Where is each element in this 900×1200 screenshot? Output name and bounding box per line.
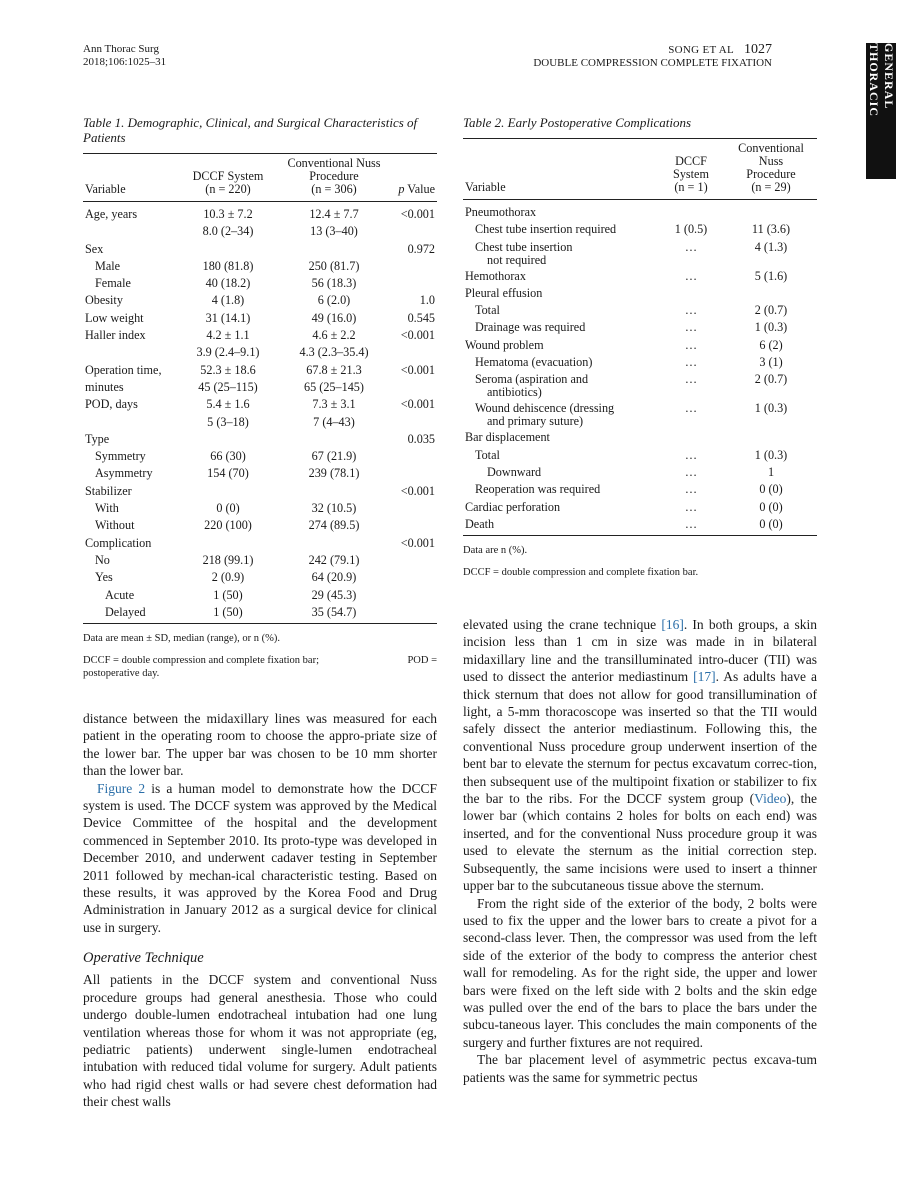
cell-dccf: 52.3 ± 18.6 (200, 362, 256, 377)
cell-p-value (391, 277, 437, 294)
row-label (463, 287, 657, 304)
cell-dccf: 5 (3–18) (207, 414, 249, 429)
table-1-row (83, 312, 437, 329)
table-2-row (463, 518, 817, 536)
row-label: Delayed (105, 604, 146, 619)
paragraph-procedure (463, 616, 817, 895)
cell-p-value (391, 571, 437, 588)
cell-dccf: 180 (81.8) (202, 258, 254, 273)
cell-p-value (391, 416, 437, 433)
table-2-header-row (463, 139, 817, 200)
table-2-row (463, 287, 817, 304)
row-label: Obesity (85, 293, 123, 308)
row-label (463, 449, 657, 466)
row-label (463, 200, 657, 224)
paragraph-bolts (463, 895, 817, 1052)
cell-nuss: 0 (0) (759, 516, 783, 531)
paragraph-procedure-text-c: . As adults have a thick sternum that does not allow for good transillumination of light, a 5-mm thoracoscope was inserted so that the TII would safely dissect the anterior mediastinum. Following this, the conventional Nuss procedure group underwent insertion of the bent bar to elevate the sternum for pectus excavatum correc-tion, then subsequent use of the multipoint fixation or stabilizer to fix the bar to the ribs. For the DCCF system group ( (463, 669, 818, 807)
row-label: Acute (105, 587, 135, 602)
table-2-row (463, 339, 817, 356)
cell-nuss (277, 243, 391, 260)
table-1-row (83, 519, 437, 536)
col-header-nuss-name2: Procedure (309, 169, 359, 183)
t2-col-header-nuss-l2: Nuss (758, 154, 784, 168)
cell-dccf: … (684, 499, 698, 514)
row-label: Without (95, 518, 135, 533)
cell-dccf (657, 200, 725, 224)
paragraph-bar-sizing: distance between the midaxillary lines was measured for each patient in the operating room to choose the appro-priate size of the lower bar. The upper bar was chosen to be 10 mm shorter than the lower bar. (83, 711, 437, 779)
paragraph-bar-placement-text: The bar placement level of asymmetric pectus excava-tum patients was the same for symmetric pectus (463, 1052, 817, 1085)
row-label: Stabilizer (85, 483, 132, 498)
cell-dccf (657, 287, 725, 304)
cell-dccf: … (684, 401, 698, 416)
cell-dccf: … (684, 239, 698, 254)
table-1-row (83, 554, 437, 571)
row-label (463, 241, 657, 270)
cell-nuss: 274 (89.5) (308, 518, 360, 533)
cell-dccf: 1 (0.5) (674, 222, 708, 237)
cell-nuss: 67.8 ± 21.3 (306, 362, 362, 377)
table-1-body (83, 202, 437, 624)
cell-nuss: 1 (767, 464, 775, 479)
cell-dccf: … (684, 447, 698, 462)
cell-dccf: 2 (0.9) (211, 570, 245, 585)
row-label: Yes (95, 570, 113, 585)
cell-nuss: 6 (2.0) (317, 293, 351, 308)
table-1-row (83, 537, 437, 554)
table-2-caption: Table 2. Early Postoperative Complications (463, 115, 692, 130)
cell-nuss: 35 (54.7) (311, 604, 357, 619)
row-label (463, 356, 657, 373)
table-2-row (463, 466, 817, 483)
table-1 (83, 115, 437, 680)
figure-2-link[interactable]: Figure 2 (97, 780, 146, 796)
row-label-line: Chest tube insertion (475, 239, 573, 254)
table-2-row (463, 304, 817, 321)
cell-nuss: 239 (78.1) (308, 466, 360, 481)
col-header-nuss-n: (n = 306) (311, 182, 357, 196)
row-label (463, 270, 657, 287)
paragraph-procedure-text-d: ), the lower bar (which contains 2 holes for bolts on each end) was inserted, and for the conventional Nuss procedure group it was used to elevate the sternum as the initial correction step. Subsequently, the same incisions were used to insert a thinner upper bar to the subcutaneous tissue above the sternum. (463, 791, 817, 894)
cell-dccf: 218 (99.1) (202, 552, 254, 567)
running-header-left (83, 43, 166, 69)
reference-16-link[interactable]: [16] (661, 617, 684, 632)
table-2-row (463, 270, 817, 287)
paragraph-bar-placement (463, 1051, 817, 1086)
row-label: With (95, 501, 119, 516)
table-1-grid (83, 153, 437, 624)
t2-col-header-dccf-l1: DCCF (675, 154, 707, 168)
cell-dccf: 5.4 ± 1.6 (206, 397, 250, 412)
right-body-text (463, 616, 817, 1086)
cell-p-value: <0.001 (400, 397, 435, 412)
cell-nuss: 7 (4–43) (313, 414, 355, 429)
section-heading-operative-technique: Operative Technique (83, 950, 204, 967)
cell-p-value: <0.001 (400, 328, 435, 343)
table-1-row (83, 606, 437, 624)
row-label-line: Chest tube insertion required (475, 222, 617, 237)
table-1-row (83, 294, 437, 311)
row-label (463, 373, 657, 402)
cell-nuss: 2 (0.7) (754, 372, 788, 387)
cell-nuss: 3 (1) (759, 355, 783, 370)
table-1-header-row (83, 154, 437, 202)
cell-dccf: … (684, 464, 698, 479)
cell-nuss: 2 (0.7) (754, 303, 788, 318)
cell-nuss: 250 (81.7) (308, 258, 360, 273)
cell-p-value (391, 260, 437, 277)
paragraph-dccf-approval-text: is a human model to demonstrate how the DCCF system is used. The DCCF system was approved by the Medical Device Committee of the hospital and the development commenced in September 2010. Its proto-type was developed in December 2010, and underwent cadaver testing in September 2011 followed by mechan-ical characteristic testing. Based on these results, it was approved by the Korea Food and Drug Administration in January 2012 as a surgical device for clinical use in surgery. (83, 780, 438, 935)
table-1-row (83, 243, 437, 260)
paragraph-bolts-text: From the right side of the exterior of the body, 2 bolts were used to fix the upper and the lower bars to create a pivot for a second-class lever. Then, the compressor was used from the left side of the exterior of the body to compress the anterior chest wall for remodeling. As for the right side, the upper and lower bars were fixed on the left side with 2 bolts and the skin edge was pulled over the end of the bars to place the bars under the subcu-taneous layer. This concludes the main components of the surgery and further fixtures are not required. (463, 895, 817, 1050)
cell-nuss: 6 (2) (759, 337, 783, 352)
cell-nuss (277, 433, 391, 450)
cell-dccf: 1 (50) (213, 587, 243, 602)
table-1-row (83, 329, 437, 346)
cell-nuss: 29 (45.3) (311, 587, 357, 602)
t2-col-header-dccf-l2: System (673, 167, 709, 181)
cell-dccf: 0 (0) (216, 501, 240, 516)
cell-dccf: … (684, 482, 698, 497)
cell-dccf: … (684, 355, 698, 370)
cell-nuss: 1 (0.3) (754, 320, 788, 335)
row-label (83, 416, 179, 433)
row-label: Complication (85, 535, 152, 550)
row-label (463, 402, 657, 431)
cell-dccf: 4 (1.8) (211, 293, 245, 308)
table-2-notes (463, 544, 817, 579)
cell-p-value (391, 381, 437, 398)
row-label-line: Wound dehiscence (dressing (475, 401, 615, 416)
col-header-dccf-name: DCCF System (192, 169, 264, 183)
row-label (463, 431, 657, 448)
cell-dccf (179, 433, 277, 450)
cell-dccf (179, 485, 277, 502)
t2-col-header-nuss-n: (n = 29) (751, 180, 791, 194)
cell-nuss: 7.3 ± 3.1 (312, 397, 356, 412)
row-label-line: Reoperation was required (475, 482, 601, 497)
cell-dccf: … (684, 303, 698, 318)
row-label: Sex (85, 241, 104, 256)
row-label-line: Drainage was required (475, 320, 586, 335)
cell-nuss (277, 537, 391, 554)
table-1-row (83, 398, 437, 415)
table-2-row (463, 356, 817, 373)
table-1-row (83, 589, 437, 606)
table-1-row (83, 433, 437, 450)
row-label-continuation: not required (487, 252, 547, 267)
row-label: Asymmetry (95, 466, 153, 481)
cell-nuss: 4 (1.3) (754, 239, 788, 254)
citation: 2018;106:1025–31 (83, 56, 167, 68)
table-2-row (463, 200, 817, 224)
col-header-p-value: p Value (398, 182, 435, 196)
table-2-row (463, 501, 817, 518)
t2-col-header-variable: Variable (465, 180, 506, 194)
row-label (463, 466, 657, 483)
cell-dccf: 66 (30) (210, 449, 246, 464)
paragraph-dccf-approval (83, 780, 437, 937)
journal-name: Ann Thorac Surg (83, 43, 159, 55)
table-2-row (463, 223, 817, 240)
col-header-nuss-name1: Conventional Nuss (287, 156, 381, 170)
col-header-nuss (277, 154, 391, 202)
table-1-row (83, 202, 437, 226)
cell-p-value: <0.001 (400, 207, 435, 221)
cell-dccf (657, 431, 725, 448)
table-1-note-data: Data are mean ± SD, median (range), or n (%). (83, 633, 281, 645)
row-label-line: Pneumothorax (465, 205, 537, 219)
cell-nuss: 64 (20.9) (311, 570, 357, 585)
cell-dccf: 31 (14.1) (205, 310, 251, 325)
cell-nuss: 0 (0) (759, 482, 783, 497)
row-label-line: Pleural effusion (465, 285, 543, 300)
cell-p-value: 1.0 (419, 293, 435, 308)
table-1-notes (83, 632, 437, 680)
row-label: Haller index (85, 328, 146, 343)
row-label (463, 483, 657, 500)
cell-nuss: 65 (25–145) (304, 379, 364, 394)
col-header-dccf-n: (n = 220) (205, 182, 251, 196)
table-1-row (83, 225, 437, 242)
row-label-line: Hematoma (evacuation) (475, 355, 593, 370)
table-2-row (463, 241, 817, 270)
cell-dccf: … (684, 372, 698, 387)
cell-nuss: 0 (0) (759, 499, 783, 514)
row-label-continuation: and primary suture) (487, 414, 584, 429)
paragraph-procedure-text-b: . In both groups, a skin incision less than 1 cm in size was made in in bilateral midaxillary line and the transilluminated intro-ducer (TII) was used to dissect the anterior mediastinum (463, 617, 817, 685)
section-tab (866, 43, 896, 179)
cell-dccf: 40 (18.2) (205, 276, 251, 291)
cell-p-value (391, 606, 437, 624)
row-label: POD, days (85, 397, 138, 412)
table-1-row (83, 467, 437, 484)
row-label (463, 304, 657, 321)
table-1-row (83, 416, 437, 433)
cell-p-value: <0.001 (400, 483, 435, 498)
row-label: Female (95, 276, 131, 291)
cell-p-value: <0.001 (400, 535, 435, 550)
row-label: Age, years (85, 207, 138, 221)
row-label (463, 501, 657, 518)
row-label (463, 339, 657, 356)
row-label-line: Bar displacement (465, 430, 550, 445)
row-label: Type (85, 431, 110, 446)
cell-nuss (725, 287, 817, 304)
col-header-dccf (179, 154, 277, 202)
table-2-note-abbr: DCCF = double compression and complete fixation bar. (463, 567, 699, 579)
table-2-row (463, 373, 817, 402)
cell-p-value (391, 519, 437, 536)
cell-nuss: 242 (79.1) (308, 552, 360, 567)
t2-col-header-nuss-l3: Procedure (746, 167, 796, 181)
cell-dccf: 220 (100) (204, 518, 252, 533)
table-2-row (463, 431, 817, 448)
running-header-right (533, 43, 772, 70)
table-2-row (463, 449, 817, 466)
table-1-row (83, 571, 437, 588)
table-2-note-data: Data are n (%). (463, 545, 528, 557)
table-2-row (463, 402, 817, 431)
row-label-continuation: antibiotics) (487, 385, 542, 400)
table-1-row (83, 260, 437, 277)
section-tab-label: GENERAL THORACIC (867, 43, 896, 118)
cell-p-value: 0.035 (407, 431, 435, 446)
cell-dccf (179, 243, 277, 260)
row-label-line: Wound problem (465, 337, 544, 352)
cell-nuss (725, 431, 817, 448)
cell-p-value: 0.972 (407, 241, 435, 256)
table-1-row (83, 277, 437, 294)
table-2-row (463, 483, 817, 500)
table-1-row (83, 364, 437, 381)
cell-dccf: … (684, 337, 698, 352)
col-header-variable: Variable (85, 182, 126, 196)
row-label-line: Total (475, 447, 500, 462)
page-number: 1027 (744, 42, 772, 57)
table-2-grid (463, 138, 817, 536)
left-body-text (83, 710, 437, 1111)
table-1-row (83, 450, 437, 467)
reference-17-link[interactable]: [17] (693, 669, 716, 685)
row-label-line: Total (475, 303, 500, 318)
t2-col-header-dccf-n: (n = 1) (674, 180, 708, 194)
cell-dccf: 3.9 (2.4–9.1) (196, 345, 260, 360)
table-1-note-abbr-a: DCCF = double compression and complete fixation bar; (83, 655, 320, 667)
cell-dccf: … (684, 268, 698, 283)
table-2-body (463, 200, 817, 536)
row-label: Operation time, (85, 362, 162, 377)
row-label (463, 518, 657, 536)
cell-dccf: 8.0 (2–34) (202, 224, 254, 239)
t2-col-header-nuss-l1: Conventional (738, 141, 804, 155)
table-1-row (83, 502, 437, 519)
authors: SONG ET AL (668, 44, 734, 56)
row-label (83, 225, 179, 242)
table-1-row (83, 485, 437, 502)
row-label-line: Seroma (aspiration and (475, 372, 589, 387)
cell-nuss: 67 (21.9) (311, 449, 357, 464)
video-link[interactable]: Video (754, 791, 787, 807)
row-label: Low weight (85, 310, 144, 325)
cell-nuss: 4.3 (2.3–35.4) (299, 345, 369, 360)
cell-dccf: 4.2 ± 1.1 (206, 328, 250, 343)
row-label (83, 346, 179, 363)
cell-dccf: 1 (50) (213, 604, 243, 619)
cell-p-value: 0.545 (407, 310, 435, 325)
table-1-row (83, 346, 437, 363)
cell-nuss: 11 (3.6) (751, 222, 791, 237)
row-label (463, 223, 657, 240)
cell-nuss: 12.4 ± 7.7 (309, 207, 359, 221)
row-label-line: Death (465, 516, 495, 531)
cell-nuss (277, 485, 391, 502)
row-label-line: Cardiac perforation (465, 499, 561, 514)
paragraph-anesthesia: All patients in the DCCF system and conventional Nuss procedure groups had general anesthesia. Those who could undergo double-lumen endotracheal intubation had one lung ventilation whereas those for whom it was not appropriate (eg, pediatric patients) underwent single-lumen endotracheal intubation with reduced tidal volume for surgery. Adult patients who had rigid chest walls or had severe chest deformation had their chest walls (83, 972, 437, 1110)
cell-nuss: 4.6 ± 2.2 (312, 328, 356, 343)
cell-p-value (391, 589, 437, 606)
cell-p-value (391, 450, 437, 467)
row-label: Symmetry (95, 449, 146, 464)
cell-nuss: 56 (18.3) (311, 276, 357, 291)
paragraph-procedure-text-a: elevated using the crane technique (463, 617, 662, 632)
row-label (463, 321, 657, 338)
t2-col-header-dccf (657, 139, 725, 200)
cell-dccf: 10.3 ± 7.2 (203, 207, 253, 221)
table-1-row (83, 381, 437, 398)
cell-nuss: 1 (0.3) (754, 401, 788, 416)
cell-nuss: 32 (10.5) (311, 501, 357, 516)
cell-dccf: 45 (25–115) (198, 379, 258, 394)
row-label: Male (95, 258, 121, 273)
table-2 (463, 115, 817, 588)
cell-p-value (391, 554, 437, 571)
cell-dccf (179, 537, 277, 554)
table-1-note-abbr-c: postoperative day. (83, 668, 160, 680)
cell-nuss: 5 (1.6) (754, 268, 788, 283)
cell-dccf: … (684, 516, 698, 531)
table-1-caption: Table 1. Demographic, Clinical, and Surgical Characteristics of Patients (83, 115, 418, 145)
table-2-row (463, 321, 817, 338)
row-label-line: Downward (487, 464, 542, 479)
cell-nuss: 1 (0.3) (754, 447, 788, 462)
t2-col-header-nuss (725, 139, 817, 200)
cell-p-value: <0.001 (400, 362, 435, 377)
table-1-note-abbr (83, 654, 437, 667)
cell-dccf: … (684, 320, 698, 335)
row-label-line: Hemothorax (465, 268, 526, 283)
cell-nuss: 13 (3–40) (310, 224, 358, 239)
cell-nuss (725, 200, 817, 224)
cell-p-value (391, 225, 437, 242)
cell-p-value (391, 502, 437, 519)
running-title: DOUBLE COMPRESSION COMPLETE FIXATION (533, 57, 772, 69)
cell-nuss: 49 (16.0) (311, 310, 357, 325)
row-label: No (95, 552, 110, 567)
row-label: minutes (85, 379, 124, 394)
table-1-note-abbr-b: POD = (407, 655, 437, 667)
cell-dccf: 154 (70) (207, 466, 249, 481)
cell-p-value (391, 346, 437, 363)
cell-p-value (391, 467, 437, 484)
